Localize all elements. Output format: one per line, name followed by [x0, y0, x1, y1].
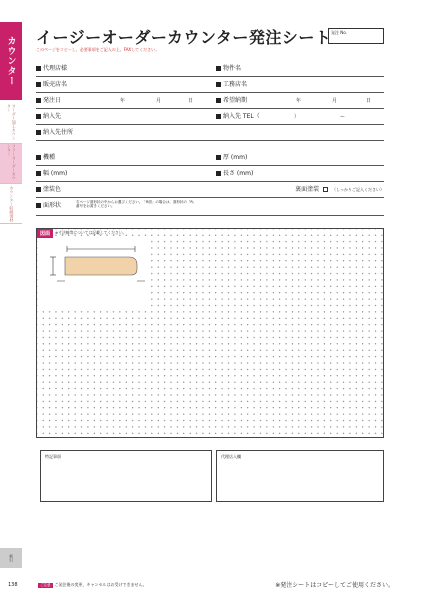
side-tab-counter[interactable]: カウンター — [0, 22, 22, 100]
notes-box[interactable] — [40, 450, 212, 502]
side-tab-index[interactable]: 索引 — [0, 548, 22, 568]
page-title: イージーオーダーカウンター発注シート — [36, 28, 332, 47]
month-unit: 月 — [332, 98, 338, 104]
field-label: 機種 — [43, 154, 56, 161]
stamp-box[interactable] — [216, 450, 384, 502]
bullet-square-icon — [36, 82, 41, 87]
agent-field[interactable] — [36, 61, 208, 77]
bullet-square-icon — [36, 114, 41, 119]
bullet-square-icon — [36, 98, 41, 103]
form-row — [36, 166, 384, 182]
back-paint-note: （しっかりご記入ください） — [332, 187, 384, 192]
order-no-label: 発注 No. — [331, 30, 347, 35]
bullet-square-icon — [36, 187, 41, 192]
bullet-square-icon — [216, 66, 221, 71]
drawing-grid[interactable] — [36, 228, 384, 438]
side-tab-order-counter[interactable]: オーダー加工カウンター — [0, 104, 22, 144]
diagram-label: 図面 — [37, 229, 53, 238]
form-row — [36, 93, 384, 109]
thickness-field[interactable] — [216, 150, 384, 166]
bullet-square-icon — [216, 171, 221, 176]
warning-badge: ご注意 — [40, 583, 51, 587]
tel-dash: ー — [340, 114, 346, 120]
counter-sample-figure — [39, 239, 151, 309]
side-tab-free-order-counter[interactable]: フリーオーダーカウンター — [0, 144, 22, 184]
tel-paren: ） — [294, 114, 300, 120]
edge-shape-note: 右ページ面形状の中からお選びください。「R面」の場合は、面形状の「R」番号をお書きください。 — [76, 200, 195, 209]
model-field[interactable] — [36, 150, 208, 166]
field-label: 発注日 — [43, 97, 62, 104]
order-no-field[interactable] — [328, 28, 384, 44]
bullet-square-icon — [216, 155, 221, 160]
month-unit: 月 — [156, 98, 162, 104]
back-paint-field — [216, 182, 384, 198]
back-paint-checkbox[interactable] — [323, 187, 328, 192]
copy-instruction: このページをコピーし、必要事項をご記入の上、FAXしてください。 — [36, 47, 160, 52]
side-tab-storage-parts[interactable]: カウンター収納部材 — [0, 184, 22, 224]
field-label: 販売店名 — [43, 81, 68, 88]
field-label: 希望納期 — [223, 97, 248, 104]
bullet-square-icon — [36, 155, 41, 160]
form-row — [36, 61, 384, 77]
delivery-to-field[interactable] — [36, 109, 208, 125]
field-label: 裏面塗装 — [295, 186, 320, 193]
bullet-square-icon — [36, 171, 41, 176]
field-label: 代理店様 — [43, 65, 68, 72]
day-unit: 日 — [366, 98, 372, 104]
sales-field[interactable] — [36, 77, 208, 93]
footer-warning — [38, 582, 147, 588]
length-field[interactable] — [216, 166, 384, 182]
form-row — [36, 125, 384, 141]
order-date-field[interactable] — [36, 93, 208, 109]
paint-color-field[interactable] — [36, 182, 208, 198]
bullet-square-icon — [216, 98, 221, 103]
width-field[interactable] — [36, 166, 208, 182]
field-label: 物件名 — [223, 65, 242, 72]
diagram-note: ※寸法線等については記載してください。 — [55, 230, 127, 235]
year-unit: 年 — [120, 98, 126, 104]
footer-copy-note: ※発注シートはコピーしてご使用ください。 — [275, 582, 394, 589]
field-label: 幅 (mm) — [43, 170, 68, 177]
field-label: 納入先住所 — [43, 129, 74, 136]
bullet-square-icon — [36, 203, 41, 208]
delivery-date-field[interactable] — [216, 93, 384, 109]
form-row — [36, 198, 384, 216]
bullet-square-icon — [216, 114, 221, 119]
field-label: 面形状 — [43, 202, 62, 209]
sample-drawing — [39, 239, 151, 309]
field-label: 塗装色 — [43, 186, 62, 193]
form-row — [36, 150, 384, 166]
field-label: 厚 (mm) — [223, 154, 248, 161]
page-number: 138 — [8, 582, 18, 588]
warning-text: ご発注後の変更、キャンセルはお受けできません。 — [54, 582, 147, 587]
form-row — [36, 77, 384, 93]
delivery-tel-field[interactable] — [216, 109, 384, 125]
bullet-square-icon — [36, 66, 41, 71]
stamp-label: 代理店入欄 — [221, 454, 241, 459]
field-label: 納入先 TEL（ — [223, 113, 260, 120]
property-field[interactable] — [216, 61, 384, 77]
contractor-field[interactable] — [216, 77, 384, 93]
bullet-square-icon — [216, 82, 221, 87]
notes-label: 特記事項 — [45, 454, 61, 459]
field-label: 納入先 — [43, 113, 62, 120]
day-unit: 日 — [188, 98, 194, 104]
year-unit: 年 — [296, 98, 302, 104]
field-label: 工務店名 — [223, 81, 248, 88]
delivery-address-field[interactable] — [36, 125, 384, 141]
bullet-square-icon — [36, 130, 41, 135]
form-row — [36, 182, 384, 198]
form-row — [36, 109, 384, 125]
edge-shape-field[interactable] — [36, 198, 384, 216]
side-index — [0, 0, 22, 600]
field-label: 長さ (mm) — [223, 170, 254, 177]
